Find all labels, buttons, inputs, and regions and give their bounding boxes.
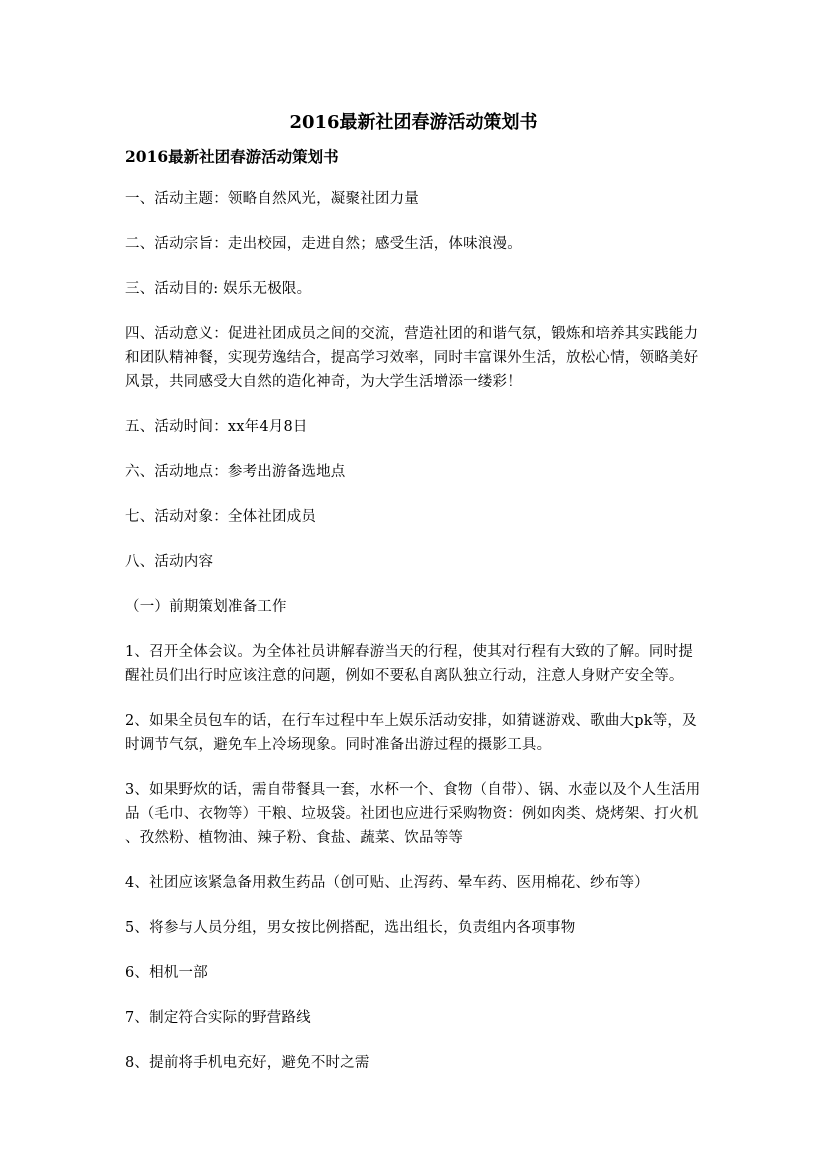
list-item: 3、如果野炊的话，需自带餐具一套，水杯一个、食物（自带）、锅、水壶以及个人生活用品（毛巾、衣物等）干粮、垃圾袋。社团也应进行采购物资：例如肉类、烧烤架、打火机 、孜然粉、植物油、辣子粉、食盐、蔬菜、饮品等等: [125, 782, 701, 846]
paragraph-time: 五、活动时间：xx年4月8日: [125, 419, 308, 435]
paragraph-location: 六、活动地点：参考出游备选地点: [125, 464, 346, 480]
paragraph-preparation-heading: （一）前期策划准备工作: [125, 599, 287, 615]
paragraph-audience: 七、活动对象：全体社团成员: [125, 509, 317, 525]
paragraph-content-heading: 八、活动内容: [125, 554, 214, 570]
paragraph-theme: 一、活动主题：领略自然风光，凝聚社团力量: [125, 191, 419, 207]
paragraph-purpose: 二、活动宗旨：走出校园，走进自然；感受生活，体味浪漫。: [125, 236, 522, 252]
list-item: 7、制定符合实际的野营路线: [125, 1010, 311, 1026]
paragraph-goal: 三、活动目的: 娱乐无极限。: [125, 281, 312, 297]
list-item: 6、相机一部: [125, 965, 208, 981]
list-item: 8、提前将手机电充好，避免不时之需: [125, 1055, 370, 1071]
list-item: 4、社团应该紧急备用救生药品（创可贴、止泻药、晕车药、医用棉花、纱布等）: [125, 875, 649, 891]
list-item: 1、召开全体会议。为全体社员讲解春游当天的行程，使其对行程有大致的了解。同时提醒社员们出行时应该注意的问题，例如不要私自离队独立行动，注意人身财产安全等。: [125, 644, 694, 684]
document-subtitle: 2016最新社团春游活动策划书: [125, 147, 339, 166]
paragraph-significance: 四、活动意义：促进社团成员之间的交流，营造社团的和谐气氛，锻炼和培养其实践能力和团队精神餐，实现劳逸结合，提高学习效率，同时丰富课外生活，放松心情，领略美好风景，共同感受大自然的造化神奇，为大学生活增添一缕彩！: [125, 326, 699, 390]
list-item: 5、将参与人员分组，男女按比例搭配，选出组长，负责组内各项事物: [125, 920, 576, 936]
document-title: 2016最新社团春游活动策划书: [289, 112, 538, 133]
list-item: 2、如果全员包车的话，在行车过程中车上娱乐活动安排，如猜谜游戏、歌曲大pk等，及时调节气氛，避免车上冷场现象。同时准备出游过程的摄影工具。: [125, 713, 697, 753]
document-body: [125, 187, 705, 1096]
